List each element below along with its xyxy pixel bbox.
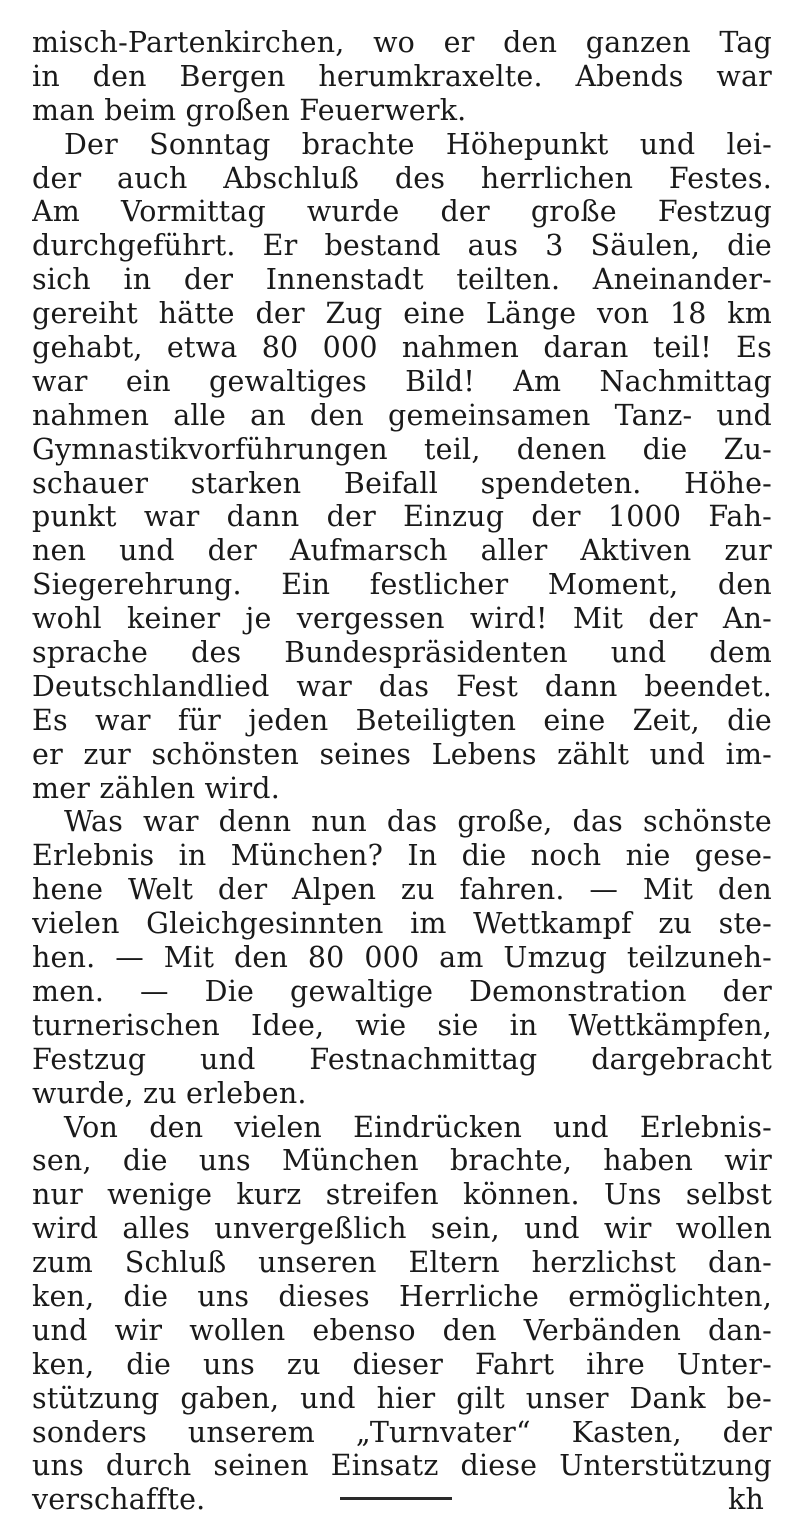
text-line: Es war für jeden Beteiligten eine Zeit, die — [32, 703, 772, 737]
text-line: Siegerehrung. Ein festlicher Moment, den — [32, 568, 772, 602]
text-line: in den Bergen herumkraxelte. Abends war — [32, 59, 772, 93]
paragraph — [32, 128, 772, 806]
text-line: Was war denn nun das große, das schönste — [64, 805, 772, 839]
text-line: wird alles unvergeßlich sein, und wir wollen — [32, 1212, 772, 1246]
text-line: hen. — Mit den 80 000 am Umzug teilzuneh- — [32, 941, 772, 975]
text-line: Gymnastikvorführungen teil, denen die Zu- — [32, 432, 772, 466]
author-signature: kh — [727, 1483, 764, 1517]
text-line: hene Welt der Alpen zu fahren. — Mit den — [32, 873, 772, 907]
text-line: Deutschlandlied war das Fest dann beendet. — [32, 669, 772, 703]
text-line: war ein gewaltiges Bild! Am Nachmittag — [32, 364, 772, 398]
text-line: punkt war dann der Einzug der 1000 Fah- — [32, 500, 772, 534]
text-line: uns durch seinen Einsatz diese Unterstützung — [32, 1449, 772, 1483]
text-line: Erlebnis in München? In die noch nie gese- — [32, 839, 772, 873]
closing-line — [32, 1483, 772, 1517]
text-line: Am Vormittag wurde der große Festzug — [32, 195, 772, 229]
text-line: nur wenige kurz streifen können. Uns selbst — [32, 1178, 772, 1212]
text-line: ken, die uns zu dieser Fahrt ihre Unter- — [32, 1347, 772, 1381]
text-line: man beim großen Feuerwerk. — [32, 93, 467, 127]
text-line: wurde, zu erleben. — [32, 1076, 307, 1110]
paragraph — [32, 805, 772, 1110]
text-line: Festzug und Festnachmittag dargebracht — [32, 1042, 772, 1076]
article-column — [32, 26, 772, 1517]
text-line: mer zählen wird. — [32, 771, 280, 805]
closing-text: verschaffte. — [32, 1483, 206, 1517]
section-divider — [340, 1497, 452, 1500]
text-line: nahmen alle an den gemeinsamen Tanz- und — [32, 398, 772, 432]
text-line: sen, die uns München brachte, haben wir — [32, 1144, 772, 1178]
text-line: Der Sonntag brachte Höhepunkt und lei- — [64, 127, 772, 161]
text-line: zum Schluß unseren Eltern herzlichst dan- — [32, 1246, 772, 1280]
text-line: Von den vielen Eindrücken und Erlebnis- — [64, 1110, 772, 1144]
text-line: und wir wollen ebenso den Verbänden dan- — [32, 1313, 772, 1347]
text-line: sonders unserem „Turnvater“ Kasten, der — [32, 1415, 772, 1449]
text-line: wohl keiner je vergessen wird! Mit der An- — [32, 602, 772, 636]
text-line: gehabt, etwa 80 000 nahmen daran teil! Es — [32, 331, 772, 365]
text-line: misch-Partenkirchen, wo er den ganzen Tag — [32, 26, 772, 59]
text-line: gereiht hätte der Zug eine Länge von 18 km — [32, 297, 772, 331]
text-line: stützung gaben, und hier gilt unser Dank be- — [32, 1381, 772, 1415]
text-line: er zur schönsten seines Lebens zählt und im- — [32, 737, 772, 771]
text-line: men. — Die gewaltige Demonstration der — [32, 974, 772, 1008]
paragraph — [32, 1111, 772, 1484]
text-line: schauer starken Beifall spendeten. Höhe- — [32, 466, 772, 500]
article-body — [32, 26, 772, 1483]
text-line: turnerischen Idee, wie sie in Wettkämpfen, — [32, 1008, 772, 1042]
text-line: der auch Abschluß des herrlichen Festes. — [32, 161, 772, 195]
text-line: nen und der Aufmarsch aller Aktiven zur — [32, 534, 772, 568]
text-line: durchgeführt. Er bestand aus 3 Säulen, die — [32, 229, 772, 263]
text-line: vielen Gleichgesinnten im Wettkampf zu ste- — [32, 907, 772, 941]
paragraph — [32, 26, 772, 128]
text-line: sich in der Innenstadt teilten. Aneinander- — [32, 263, 772, 297]
text-line: sprache des Bundespräsidenten und dem — [32, 636, 772, 670]
text-line: ken, die uns dieses Herrliche ermöglichten, — [32, 1279, 772, 1313]
